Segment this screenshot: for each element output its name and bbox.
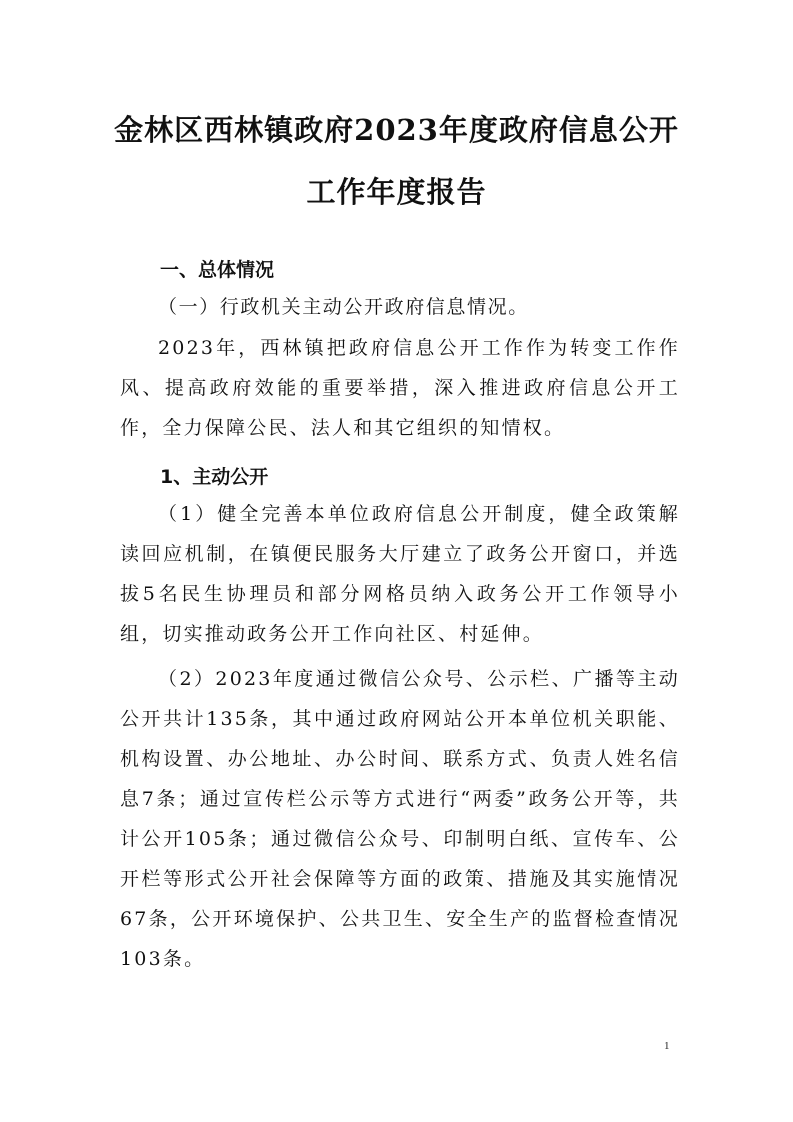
paragraph-item-1: （1）健全完善本单位政府信息公开制度，健全政策解读回应机制，在镇便民服务大厅建立了政务公开窗口，并选拔5名民生协理员和部分网格员纳入政务公开工作领导小组，切实推动政务公开工作向社区、村延伸。 (120, 503, 680, 645)
document-title-line-2: 工作年度报告 (306, 175, 487, 209)
document-title-line-1: 金林区西林镇政府2023年度政府信息公开 (114, 113, 679, 147)
intro-paragraph: 2023年，西林镇把政府信息公开工作作为转变工作作风、提高政府效能的重要举措，深入推进政府信息公开工作，全力保障公民、法人和其它组织的知情权。 (120, 337, 680, 439)
item-heading-proactive-disclosure: 1、主动公开 (160, 466, 269, 488)
page-number: 1 (664, 1040, 670, 1052)
subsection-heading-proactive-disclosure: （一）行政机关主动公开政府信息情况。 (158, 296, 529, 318)
section-heading-overview: 一、总体情况 (160, 259, 275, 281)
paragraph-item-2: （2）2023年度通过微信公众号、公示栏、广播等主动公开共计135条，其中通过政府网站公开本单位机关职能、机构设置、办公地址、办公时间、联系方式、负责人姓名信息7条；通过宣传栏公示等方式进行“两委”政务公开等，共计公开105条；通过微信公众号、印制明白纸、宣传车、公开栏等形式公开社会保障等方面的政策、措施及其实施情况67条，公开环境保护、公共卫生、安全生产的监督检查情况103条。 (120, 668, 680, 970)
